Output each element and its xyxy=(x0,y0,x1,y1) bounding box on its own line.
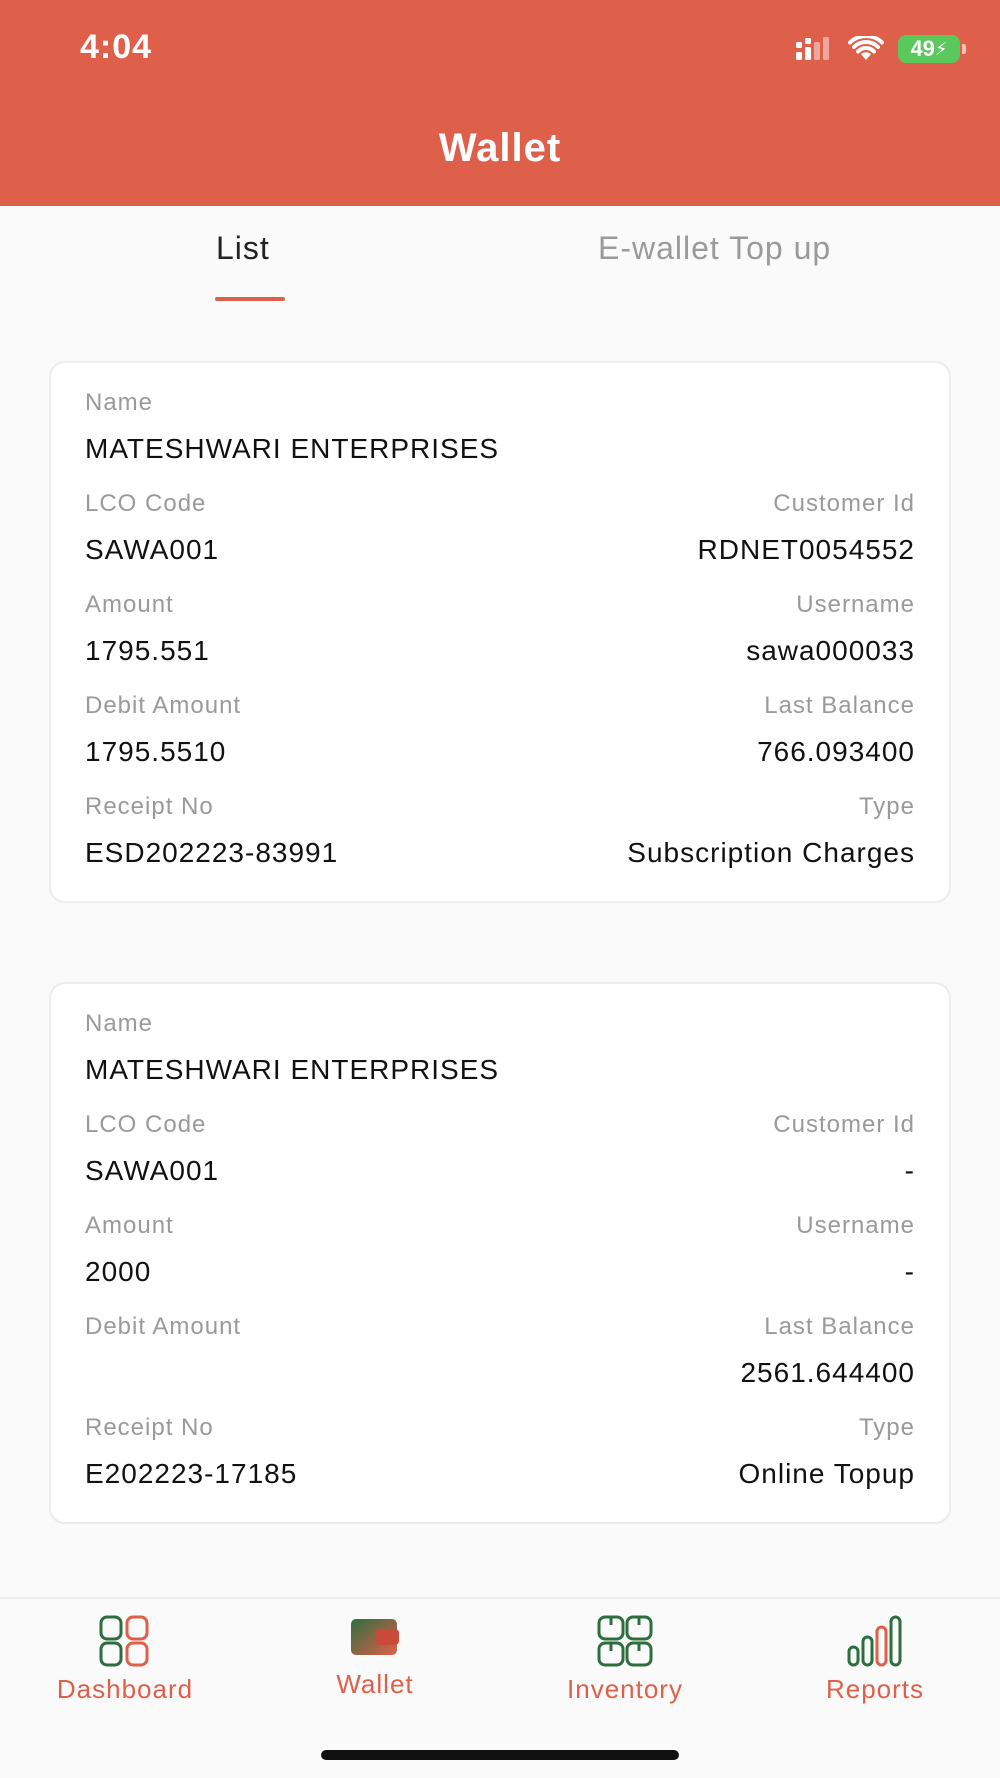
receipt-no-value: E202223-17185 xyxy=(85,1458,298,1489)
last-balance-value: 2561.644400 xyxy=(740,1357,915,1388)
customer-id-label: Customer Id xyxy=(773,490,915,517)
amount-label: Amount xyxy=(85,591,174,618)
tab-bar xyxy=(0,206,1000,306)
transaction-card[interactable] xyxy=(49,982,951,1524)
app-header xyxy=(0,0,1000,206)
type-value: Subscription Charges xyxy=(627,837,915,868)
name-value: MATESHWARI ENTERPRISES xyxy=(85,433,500,464)
cellular-signal-icon xyxy=(794,36,834,62)
lco-code-value: SAWA001 xyxy=(85,534,220,565)
active-tab-indicator xyxy=(215,297,285,301)
dashboard-icon xyxy=(95,1615,155,1667)
nav-wallet-label: Wallet xyxy=(336,1669,414,1699)
page-title: Wallet xyxy=(438,126,562,170)
debit-amount-label: Debit Amount xyxy=(85,1313,242,1340)
amount-label: Amount xyxy=(85,1212,174,1239)
amount-value: 2000 xyxy=(85,1256,152,1287)
nav-inventory-label: Inventory xyxy=(567,1674,683,1704)
nav-wallet[interactable] xyxy=(250,1599,500,1739)
nav-dashboard[interactable] xyxy=(0,1599,250,1739)
lco-code-value: SAWA001 xyxy=(85,1155,220,1186)
name-label: Name xyxy=(85,389,154,416)
type-label: Type xyxy=(858,793,915,820)
status-icons xyxy=(794,34,960,64)
username-value: sawa000033 xyxy=(746,635,915,666)
nav-reports-label: Reports xyxy=(825,1674,925,1704)
charging-bolt-icon: ⚡ xyxy=(934,38,948,59)
battery-level: 49 xyxy=(910,36,935,61)
name-value: MATESHWARI ENTERPRISES xyxy=(85,1054,500,1085)
reports-icon xyxy=(845,1615,905,1667)
type-value: Online Topup xyxy=(738,1458,915,1489)
tab-list[interactable]: List xyxy=(216,230,270,266)
customer-id-label: Customer Id xyxy=(773,1111,915,1138)
battery-icon xyxy=(898,35,960,63)
last-balance-label: Last Balance xyxy=(764,692,915,719)
username-label: Username xyxy=(796,1212,915,1239)
last-balance-label: Last Balance xyxy=(764,1313,915,1340)
home-indicator[interactable] xyxy=(321,1750,679,1760)
receipt-no-label: Receipt No xyxy=(85,793,214,820)
tab-ewallet-top-up[interactable]: E-wallet Top up xyxy=(598,230,832,266)
wallet-icon xyxy=(345,1615,405,1667)
transaction-card[interactable] xyxy=(49,361,951,903)
lco-code-label: LCO Code xyxy=(85,1111,207,1138)
nav-dashboard-label: Dashboard xyxy=(56,1674,194,1704)
inventory-icon xyxy=(595,1615,655,1667)
debit-amount-label: Debit Amount xyxy=(85,692,242,719)
username-label: Username xyxy=(796,591,915,618)
debit-amount-value: 1795.5510 xyxy=(85,736,227,767)
last-balance-value: 766.093400 xyxy=(757,736,915,767)
receipt-no-label: Receipt No xyxy=(85,1414,214,1441)
customer-id-value: RDNET0054552 xyxy=(697,534,915,565)
type-label: Type xyxy=(858,1414,915,1441)
status-time: 4:04 xyxy=(80,28,153,66)
nav-reports[interactable] xyxy=(750,1599,1000,1739)
customer-id-value: - xyxy=(904,1155,915,1186)
lco-code-label: LCO Code xyxy=(85,490,207,517)
receipt-no-value: ESD202223-83991 xyxy=(85,837,339,868)
nav-inventory[interactable] xyxy=(500,1599,750,1739)
wifi-icon xyxy=(848,36,884,62)
amount-value: 1795.551 xyxy=(85,635,210,666)
username-value: - xyxy=(904,1256,915,1287)
name-label: Name xyxy=(85,1010,154,1037)
